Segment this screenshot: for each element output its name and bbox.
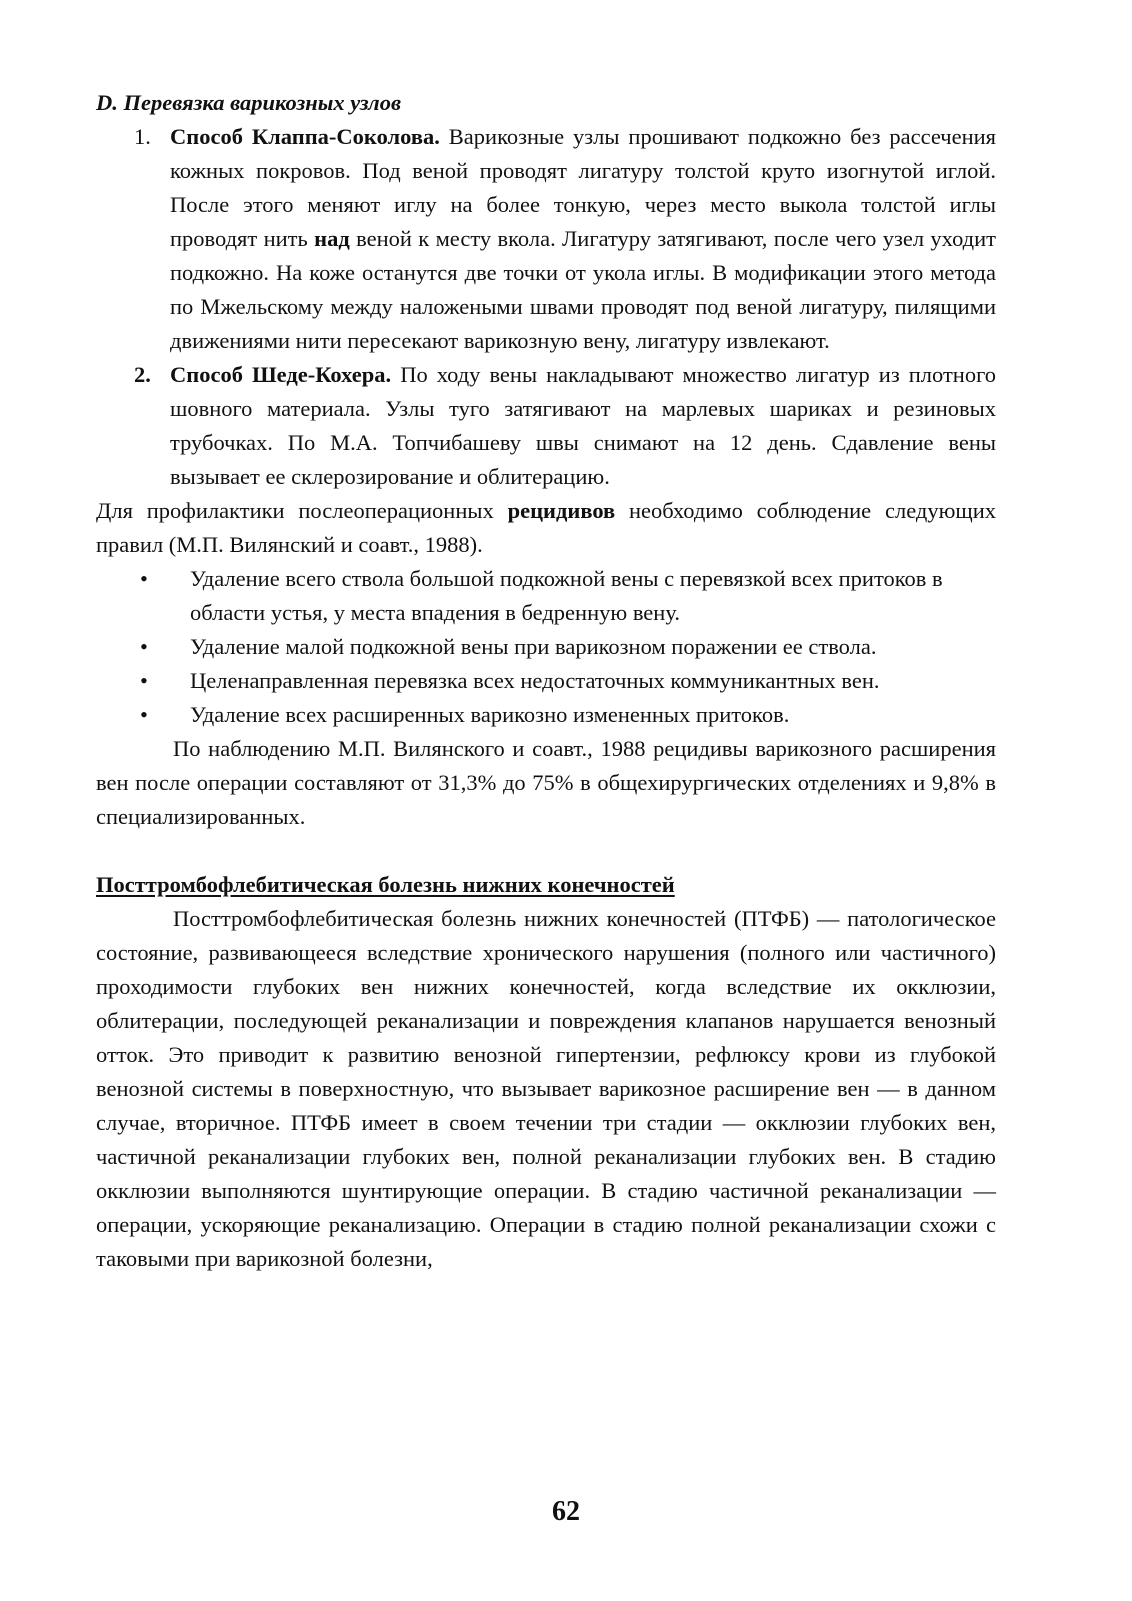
list-item: [96, 664, 996, 698]
list-item-text: Удаление малой подкожной вены при варикозном поражении ее ствола.: [190, 634, 877, 659]
section-d-heading: D. Перевязка варикозных узлов: [96, 90, 401, 115]
prevention-text-part: необходимо соблюдение следующих правил (М.П. Вилянский и соавт., 1988).: [96, 498, 997, 557]
observation-paragraph: По наблюдению М.П. Вилянского и соавт., 1988 рецидивы варикозного расширения вен после операции составляют от 31,3% до 75% в общехирургических отделениях и 9,8% в специализированных.: [96, 736, 996, 829]
method-text-part: Варикозные узлы прошивают подкожно без рассечения кожных покровов. Под веной проводят лигатуру толстой круто изогнутой иглой. После этого меняют иглу на более тонкую, через место выкола толстой иглы проводят нить: [170, 124, 997, 251]
list-item: [96, 562, 996, 630]
prevention-rules-list: [96, 562, 996, 732]
bullet-icon: •: [140, 634, 148, 659]
page-body: [96, 86, 996, 1276]
bullet-icon: •: [140, 702, 148, 727]
emphasis-word: над: [314, 226, 350, 251]
method-text: По ходу вены накладывают множество лигатур из плотного шовного материала. Узлы туго затягивают на марлевых шариках и резиновых трубочках. По М.А. Топчибашеву швы снимают на 12 день. Сдавление вены вызывает ее склерозирование и облитерацию.: [170, 362, 997, 489]
item-number: 1.: [134, 124, 151, 149]
list-item-text: Целенаправленная перевязка всех недостаточных коммуникантных вен.: [190, 668, 880, 693]
bullet-icon: •: [140, 566, 148, 591]
emphasis-word: рецидивов: [507, 498, 616, 523]
ptfb-heading: Посттромбофлебитическая болезнь нижних конечностей: [96, 872, 675, 897]
method-text-part: веной к месту вкола. Лигатуру затягивают, после чего узел уходит подкожно. На коже останутся две точки от укола иглы. В модификации этого метода по Мжельскому между наложеными швами проводят под веной лигатуру, пилящими движениями нити пересекают варикозную вену, лигатуру извлекают.: [170, 226, 996, 353]
method-klapp-sokolov: [96, 120, 996, 358]
bullet-icon: •: [140, 668, 148, 693]
list-item-text: Удаление всех расширенных варикозно измененных притоков.: [190, 702, 790, 727]
prevention-intro: [96, 494, 996, 562]
method-schede-kocher: [96, 358, 996, 494]
prevention-text-part: Для профилактики послеоперационных: [96, 498, 494, 523]
list-item-text: Удаление всего ствола большой подкожной вены с перевязкой всех притоков в области устья, у места впадения в бедренную вену.: [190, 566, 943, 625]
item-number: 2.: [134, 362, 151, 387]
page-number: 62: [552, 1496, 580, 1527]
list-item: [96, 698, 996, 732]
list-item: [96, 630, 996, 664]
method-title: Способ Клаппа-Соколова.: [170, 124, 440, 149]
ptfb-paragraph: Посттромбофлебитическая болезнь нижних конечностей (ПТФБ) — патологическое состояние, развивающееся вследствие хронического нарушения (полного или частичного) проходимости глубоких вен нижних конечностей, когда вследствие их окклюзии, облитерации, последующей реканализации и повреждения клапанов нарушается венозный отток. Это приводит к развитию венозной гипертензии, рефлюксу крови из глубокой венозной системы в поверхностную, что вызывает варикозное расширение вен — в данном случае, вторичное. ПТФБ имеет в своем течении три стадии — окклюзии глубоких вен, частичной реканализации глубоких вен, полной реканализации глубоких вен. В стадию окклюзии выполняются шунтирующие операции. В стадию частичной реканализации — операции, ускоряющие реканализацию. Операции в стадию полной реканализации схожи с таковыми при варикозной болезни,: [96, 906, 996, 1271]
section-spacer: [96, 834, 996, 868]
method-title: Способ Шеде-Кохера.: [170, 362, 392, 387]
